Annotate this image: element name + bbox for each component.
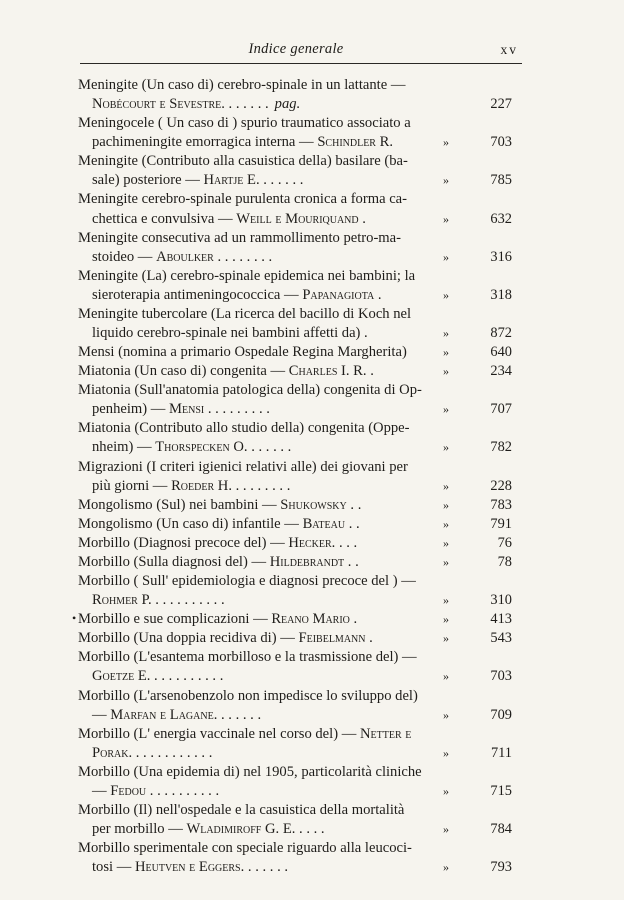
ditto-mark: » bbox=[443, 554, 449, 569]
ditto-mark: » bbox=[443, 535, 449, 550]
ditto-mark: » bbox=[443, 745, 449, 760]
page-number: 318 bbox=[490, 286, 512, 303]
entry-text bbox=[78, 76, 405, 95]
page-number: 784 bbox=[490, 821, 512, 838]
page-number: 413 bbox=[490, 611, 512, 628]
index-line bbox=[78, 171, 512, 190]
entry-author: Shukowsky . . bbox=[280, 496, 362, 513]
entry-text bbox=[78, 496, 361, 515]
entry-text bbox=[78, 725, 411, 744]
entry-author: Hartje E. . . . . . . bbox=[203, 172, 304, 189]
entry-title: Mongolismo (Sul) nei bambini — bbox=[78, 496, 281, 513]
entry-text bbox=[78, 801, 404, 820]
entry-text bbox=[92, 133, 393, 152]
entry-text bbox=[78, 534, 357, 553]
entry-text bbox=[78, 629, 373, 648]
entry-text bbox=[92, 324, 368, 343]
ditto-mark: » bbox=[443, 364, 449, 379]
index-line bbox=[78, 496, 512, 515]
entry-text bbox=[92, 782, 219, 801]
entry-title: — bbox=[92, 782, 111, 799]
index-line bbox=[78, 114, 468, 133]
index-line bbox=[78, 419, 468, 438]
entry-text bbox=[78, 458, 408, 477]
index-line bbox=[78, 591, 512, 610]
ditto-mark: » bbox=[443, 402, 449, 417]
entry-author: Weill e Mouriquand . bbox=[236, 210, 366, 227]
entry-author: Mensi . . . . . . . . . bbox=[169, 401, 270, 418]
ditto-mark: » bbox=[443, 135, 449, 150]
entry-text bbox=[92, 477, 290, 496]
entry-text bbox=[78, 839, 412, 858]
header-title: Indice generale bbox=[248, 41, 344, 57]
index-line bbox=[78, 324, 512, 343]
ditto-mark: » bbox=[443, 707, 449, 722]
ditto-mark: » bbox=[443, 783, 449, 798]
entry-text bbox=[92, 667, 223, 686]
entry-text bbox=[78, 190, 407, 209]
entry-title: Morbillo ( Sull' epidemiologia e diagnosi precoce del ) — bbox=[78, 573, 416, 590]
entry-title: Morbillo sperimentale con speciale riguardo alla leucoci- bbox=[78, 840, 412, 857]
entry-title: nheim) — bbox=[92, 439, 156, 456]
entry-text bbox=[78, 648, 417, 667]
entry-author: Rohmer P. . . . . . . . . . . bbox=[92, 592, 225, 609]
index-line bbox=[78, 706, 512, 725]
ditto-mark: » bbox=[443, 211, 449, 226]
entry-title: Meningite consecutiva ad un rammollimento petro-ma- bbox=[78, 229, 401, 246]
entry-title: Meningite tubercolare (La ricerca del bacillo di Koch nel bbox=[78, 305, 412, 322]
entry-text bbox=[92, 95, 300, 114]
entry-title: sieroterapia antimeningococcica — bbox=[92, 286, 303, 303]
ditto-mark: » bbox=[443, 478, 449, 493]
entry-title: per morbillo — bbox=[92, 821, 187, 838]
entry-text bbox=[92, 286, 382, 305]
index-line bbox=[72, 610, 512, 629]
entry-author: Heutven e Eggers. . . . . . . bbox=[134, 859, 289, 876]
index-line bbox=[78, 152, 468, 171]
entry-text bbox=[92, 858, 288, 877]
index-line bbox=[78, 210, 512, 229]
entry-author: Porak. . . . . . . . . . . . bbox=[92, 744, 213, 761]
page-number: 316 bbox=[490, 248, 512, 265]
page-number: 703 bbox=[490, 134, 512, 151]
index-line bbox=[78, 477, 512, 496]
entry-title: Morbillo e sue complicazioni — bbox=[78, 611, 272, 628]
entry-title: Morbillo (Una doppia recidiva di) — bbox=[78, 630, 299, 647]
entry-title: Morbillo (Il) nell'ospedale e la casuistica della mortalità bbox=[78, 801, 405, 818]
entry-author: Goetze E. . . . . . . . . . . bbox=[92, 668, 224, 685]
entry-text bbox=[92, 171, 303, 190]
entry-text bbox=[92, 248, 272, 267]
index-line bbox=[78, 687, 468, 706]
entry-title: Migrazioni (I criteri igienici relativi alle) dei giovani per bbox=[78, 458, 408, 475]
entry-text bbox=[92, 591, 225, 610]
entry-title: Meningite (La) cerebro-spinale epidemica nei bambini; la bbox=[78, 267, 416, 284]
index-line bbox=[78, 667, 512, 686]
entry-title: Morbillo (Sulla diagnosi del) — bbox=[78, 553, 270, 570]
entry-author: Papanagiota . bbox=[302, 286, 382, 303]
entry-text bbox=[78, 343, 407, 362]
header-page-label: xv bbox=[500, 42, 518, 57]
entry-title: Meningocele ( Un caso di ) spurio traumatico associato a bbox=[78, 115, 411, 132]
entry-title: Morbillo (Diagnosi precoce del) — bbox=[78, 534, 289, 551]
page-number: 78 bbox=[497, 553, 512, 570]
index-line bbox=[78, 553, 512, 572]
entry-title: Miatonia (Un caso di) congenita — bbox=[78, 363, 289, 380]
entry-text bbox=[92, 438, 291, 457]
entry-text bbox=[78, 114, 411, 133]
index-line bbox=[78, 839, 468, 858]
entry-title: liquido cerebro-spinale nei bambini affetti da) . bbox=[92, 325, 368, 342]
entry-text bbox=[78, 419, 410, 438]
ditto-mark: » bbox=[443, 593, 449, 608]
index-line bbox=[78, 305, 468, 324]
entry-title: Meningite (Un caso di) cerebro-spinale in un lattante — bbox=[78, 77, 406, 93]
page-number: 793 bbox=[490, 859, 512, 876]
index-line bbox=[78, 381, 468, 400]
entry-text bbox=[78, 305, 411, 324]
index-line bbox=[78, 820, 512, 839]
entry-text bbox=[78, 572, 416, 591]
page-number: 543 bbox=[490, 630, 512, 647]
index-line bbox=[78, 534, 512, 553]
entry-text bbox=[78, 152, 408, 171]
entry-author: Aboulker . . . . . . . . bbox=[156, 248, 273, 265]
index-line bbox=[78, 782, 512, 801]
index-line bbox=[78, 286, 512, 305]
entry-text bbox=[92, 820, 325, 839]
index-line bbox=[78, 76, 468, 95]
entry-text bbox=[78, 515, 360, 534]
entry-title: Miatonia (Contributo allo studio della) congenita (Oppe- bbox=[78, 420, 410, 437]
page-number: 785 bbox=[490, 172, 512, 189]
entry-title: Morbillo (Una epidemia di) nel 1905, particolarità cliniche bbox=[78, 763, 422, 780]
entry-title: chettica e convulsiva — bbox=[92, 210, 237, 227]
entry-author: Thorspecken O. . . . . . . bbox=[155, 439, 292, 456]
ditto-mark: » bbox=[443, 287, 449, 302]
page-number: 640 bbox=[490, 344, 512, 361]
page-number: 782 bbox=[490, 439, 512, 456]
entry-author: Reano Mario . bbox=[271, 611, 358, 628]
entry-title: sale) posteriore — bbox=[92, 172, 204, 189]
entry-author: Charles I. R. . bbox=[288, 363, 374, 380]
entry-author: Fedou . . . . . . . . . . bbox=[110, 782, 220, 799]
ditto-mark: » bbox=[443, 669, 449, 684]
page-number: 791 bbox=[490, 515, 512, 532]
index-line bbox=[78, 648, 468, 667]
page-number: 709 bbox=[490, 706, 512, 723]
index-line bbox=[78, 229, 468, 248]
entry-author: Nobécourt e Sevestre. . . . . . . bbox=[92, 96, 269, 113]
running-header bbox=[80, 36, 518, 64]
entry-author: Hecker. . . . bbox=[288, 534, 358, 551]
index-line bbox=[78, 458, 468, 477]
index-line bbox=[78, 362, 512, 381]
entry-author: Roeder H. . . . . . . . . bbox=[171, 477, 291, 494]
entry-text bbox=[78, 229, 401, 248]
index-line bbox=[78, 744, 512, 763]
ditto-mark: » bbox=[443, 612, 449, 627]
entry-author: Hildebrandt . . bbox=[269, 553, 359, 570]
entry-text bbox=[78, 381, 422, 400]
index-line bbox=[78, 95, 512, 114]
index-line bbox=[78, 725, 468, 744]
index-line bbox=[78, 438, 512, 457]
entry-title: Morbillo (L' energia vaccinale nel corso del) — bbox=[78, 725, 360, 742]
entry-author: Bateau . . bbox=[302, 515, 360, 532]
entry-title: Morbillo (L'esantema morbilloso e la trasmissione del) — bbox=[78, 649, 417, 666]
entry-title: Morbillo (L'arsenobenzolo non impedisce lo sviluppo del) bbox=[78, 687, 418, 704]
index-line bbox=[78, 763, 468, 782]
entry-text bbox=[78, 267, 415, 286]
entry-text bbox=[92, 744, 212, 763]
index-entries bbox=[72, 76, 512, 877]
entry-title: pachimeningite emorragica interna — bbox=[92, 134, 318, 151]
entry-text bbox=[78, 362, 374, 381]
entry-title: Meningite cerebro-spinale purulenta cronica a forma ca- bbox=[78, 191, 408, 208]
entry-text bbox=[92, 706, 261, 725]
entry-text bbox=[92, 400, 270, 419]
header-rule bbox=[80, 63, 522, 64]
page-number: 228 bbox=[490, 477, 512, 494]
entry-title: Mongolismo (Un caso di) infantile — bbox=[78, 515, 303, 532]
index-line bbox=[78, 515, 512, 534]
entry-text bbox=[78, 553, 359, 572]
page-number: 711 bbox=[490, 744, 512, 761]
ditto-mark: » bbox=[443, 249, 449, 264]
index-line bbox=[78, 572, 468, 591]
index-line bbox=[78, 629, 512, 648]
index-line bbox=[78, 190, 468, 209]
ditto-mark: » bbox=[443, 326, 449, 341]
index-line bbox=[78, 343, 512, 362]
entry-title: Mensi (nomina a primario Ospedale Regina Margherita) bbox=[78, 344, 407, 361]
page-number: 234 bbox=[490, 363, 512, 380]
index-line bbox=[78, 267, 468, 286]
entry-text bbox=[78, 687, 418, 706]
entry-author: Wladimiroff G. E. . . . . bbox=[186, 821, 325, 838]
page-number: 310 bbox=[490, 592, 512, 609]
entry-author: Feibelmann . bbox=[298, 630, 373, 647]
ditto-mark: » bbox=[443, 173, 449, 188]
ditto-mark: » bbox=[443, 822, 449, 837]
entry-author: Marfan e Lagane. . . . . . . bbox=[110, 706, 262, 723]
ditto-mark: » bbox=[443, 440, 449, 455]
index-line bbox=[78, 801, 468, 820]
index-line bbox=[78, 858, 512, 877]
page-number: 715 bbox=[490, 782, 512, 799]
page-number: 76 bbox=[497, 534, 512, 551]
entry-author: Netter e bbox=[359, 725, 412, 742]
ditto-mark: » bbox=[443, 860, 449, 875]
entry-author: Schindler R. bbox=[317, 134, 394, 151]
bullet-mark: • bbox=[72, 611, 77, 626]
entry-title: Miatonia (Sull'anatomia patologica della) congenita di Op- bbox=[78, 382, 422, 399]
entry-text bbox=[92, 210, 366, 229]
ditto-mark: » bbox=[443, 631, 449, 646]
ditto-mark: » bbox=[443, 345, 449, 360]
entry-title: — bbox=[92, 706, 111, 723]
entry-title: tosi — bbox=[92, 859, 135, 876]
entry-title: Meningite (Contributo alla casuistica della) basilare (ba- bbox=[78, 153, 408, 170]
index-line bbox=[78, 248, 512, 267]
entry-title: più giorni — bbox=[92, 477, 172, 494]
page-word: pag. bbox=[274, 96, 301, 113]
index-line bbox=[78, 133, 512, 152]
entry-title: penheim) — bbox=[92, 401, 170, 418]
entry-text bbox=[78, 763, 422, 782]
entry-text bbox=[78, 610, 357, 629]
page-number: 707 bbox=[490, 401, 512, 418]
entry-title: stoideo — bbox=[92, 248, 157, 265]
ditto-mark: » bbox=[443, 497, 449, 512]
page-number: 632 bbox=[490, 210, 512, 227]
ditto-mark: » bbox=[443, 516, 449, 531]
index-line bbox=[78, 400, 512, 419]
page-number: 227 bbox=[490, 96, 512, 113]
page-number: 872 bbox=[490, 325, 512, 342]
page-number: 783 bbox=[490, 496, 512, 513]
page-number: 703 bbox=[490, 668, 512, 685]
